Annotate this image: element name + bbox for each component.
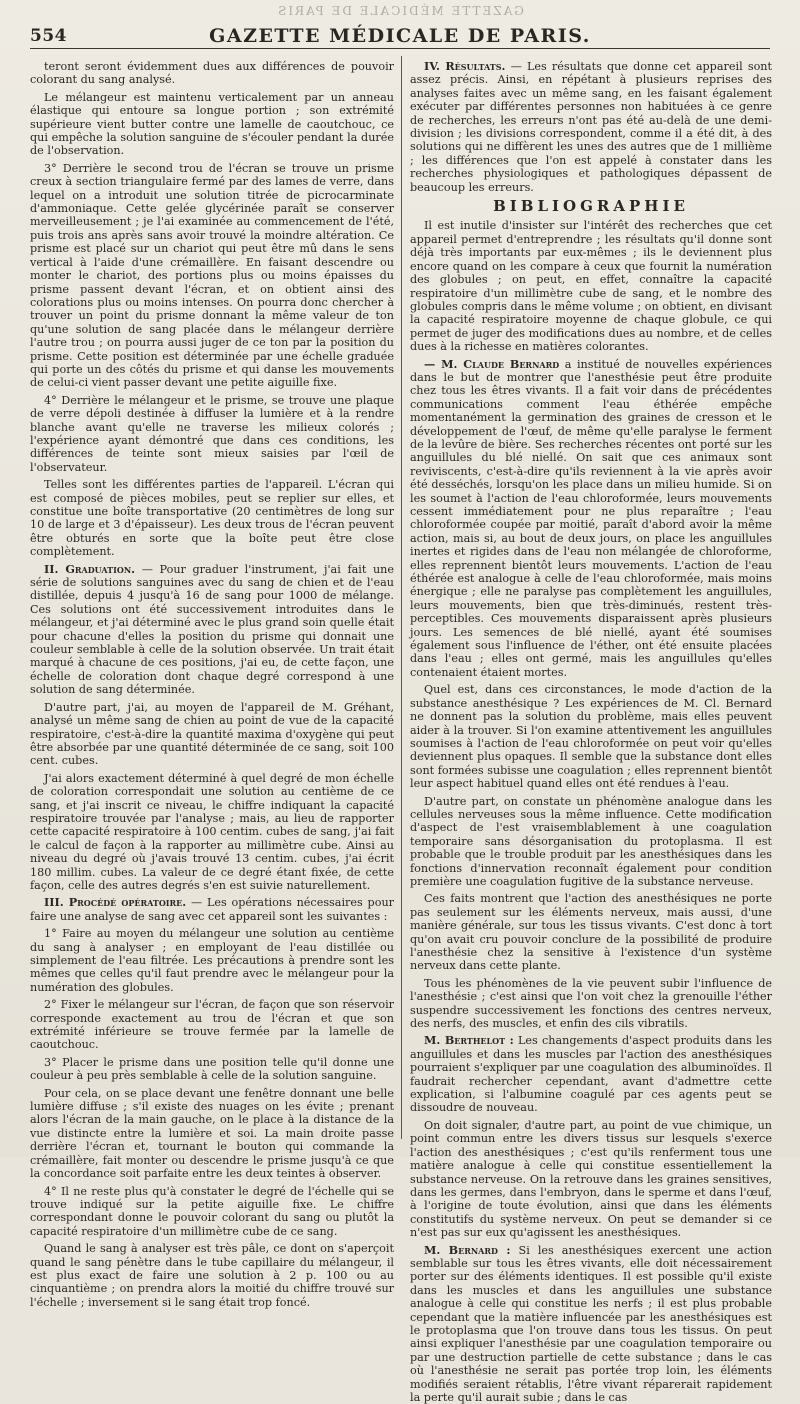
- paragraph: 1° Faire au moyen du mélangeur une solution au centième du sang à analyser ; en employant de l'eau distillée ou simplement de l'eau filtrée. Les précautions à prendre sont les mêmes que celles qu'il faut prendre avec le mélangeur pour la numération des globules.: [30, 927, 394, 994]
- section-heading: IV. Résultats.: [424, 59, 506, 73]
- paragraph-body: Si les anesthésiques exercent une action semblable sur tous les êtres vivants, elle doit nécessairement porter sur des éléments identiques. Il est possible qu'il existe dans les muscles et dans les anguillules une substance analogue à celle qui constitue les nerfs ; il est plus probable cependant que la matière influencée par les anesthésiques est le protoplasma que l'on trouve dans tous les tissus. On peut ainsi expliquer l'anesthésie par une coagulation temporaire ou par une destruction partielle de cette substance ; dans le cas où l'anesthésie ne serait pas portée trop loin, les éléments modifiés seraient rétablis, l'être vivant réparerait rapidement la perte qu'il aurait subie ; dans le cas: [410, 1243, 772, 1404]
- right-column: [410, 59, 772, 1404]
- berthelot-paragraph: [410, 1034, 772, 1114]
- section-body: — Pour graduer l'instrument, j'ai fait une série de solutions sanguines avec du sang de chien et de l'eau distillée, depuis 4 jusqu'à 16 de sang pour 1000 de mélange. Ces solutions ont été successivement introduites dans le mélangeur, et j'ai déterminé avec le plus grand soin quelle était pour chacune d'elles la position du prisme qui donnait une couleur semblable à celle de la solution observée. Un trait était marqué à chacune de ces positions, j'ai eu, de cette façon, une échelle de coloration dont chaque degré correspond à une solution de sang déterminée.: [30, 562, 394, 697]
- paragraph: J'ai alors exactement déterminé à quel degré de mon échelle de coloration correspondait une solution au centième de ce sang, et j'ai inscrit ce niveau, le chiffre indiquant la capacité respiratoire trouvée par l'analyse ; mais, au lieu de rapporter cette capacité respiratoire à 100 centim. cubes de sang, j'ai fait le calcul de façon à la rapporter au millimètre cube. Ainsi au niveau du degré où j'avais trouvé 13 centim. cubes, j'ai écrit 180 millim. cubes. La valeur de ce degré étant fixée, de cette façon, celle des autres degrés s'en est suivie naturellement.: [30, 771, 394, 892]
- author-name: — M. Claude Bernard: [424, 356, 560, 371]
- paragraph: D'autre part, j'ai, au moyen de l'appareil de M. Gréhant, analysé un même sang de chien au point de vue de la capacité respiratoire, c'est-à-dire la quantité maxima d'oxygène qui peut être absorbée par une quantité déterminée de ce sang, soit 100 cent. cubes.: [30, 700, 394, 768]
- section-body: — Les opérations nécessaires pour faire une analyse de sang avec cet appareil sont les suivantes :: [30, 896, 394, 923]
- section-graduation: [30, 563, 394, 697]
- bernard-paragraph: [410, 1244, 772, 1404]
- paragraph: Il est inutile d'insister sur l'intérêt des recherches que cet appareil permet d'entreprendre ; les résultats qu'il donne sont déjà très importants par eux-mêmes ; ils le deviennent plus encore quand on les compare à ceux que fournit la numération des globules ; on peut, en effet, connaître la capacité respiratoire d'un millimètre cube de sang, et le nombre des globules compris dans le même volume ; on obtient, en divisant la capacité respiratoire moyenne de chaque globule, ce qui permet de juger des modifications dues au nombre, et de celles dues à la richesse en matières colorantes.: [410, 219, 772, 354]
- section-heading: II. Graduation.: [44, 561, 136, 576]
- paragraph: Pour cela, on se place devant une fenêtre donnant une belle lumière diffuse ; s'il existe des nuages on les évite ; prenant alors l'écran de la main gauche, on le place à la distance de la vue distincte entre la lumière et soi. La main droite passe derrière l'écran et, tournant le bouton qui commande la crémaillère, fait monter ou descendre le prisme jusqu'à ce que la concordance soit parfaite entre les deux teintes à observer.: [30, 1086, 394, 1181]
- paragraph: 3° Derrière le second trou de l'écran se trouve un prisme creux à section triangulaire fermé par des lames de verre, dans lequel on a introduit une solution titrée de picrocarminate d'ammoniaque. Cette gelée glycérinée paraît se conserver merveilleusement ; je l'ai examinée au commencement de l'été, puis trois ans après sans avoir trouvé la moindre altération. Ce prisme est placé sur un chariot qui peut être mû dans le sens vertical à l'aide d'une crémaillère. En faisant descendre ou monter le chariot, des portions plus ou moins épaisses du prisme passent devant l'écran, et on obtient ainsi des colorations plus ou moins intenses. On pourra donc chercher à trouver un point du prisme donnant la même valeur de ton qu'une solution de sang placée dans le mélangeur derrière l'autre trou ; on pourra aussi juger de ce ton par la position du prisme. Cette position est déterminée par une échelle graduée qui porte un des côtés du prisme et qui danse les mouvements de celui-ci vient passer devant une petite aiguille fixe.: [30, 161, 394, 390]
- paragraph: 4° Il ne reste plus qu'à constater le degré de l'échelle qui se trouve indiqué sur la petite aiguille fixe. Le chiffre correspondant donne le pouvoir colorant du sang ou plutôt la capacité respiratoire d'un millimètre cube de ce sang.: [30, 1184, 394, 1238]
- paragraph: teront seront évidemment dues aux différences de pouvoir colorant du sang analysé.: [30, 60, 394, 87]
- paragraph: On doit signaler, d'autre part, au point de vue chimique, un point commun entre les divers tissus sur lesquels s'exerce l'action des anesthésiques ; c'est qu'ils renferment tous une matière analogue à celle qui constitue essentiellement la substance nerveuse. On la retrouve dans les graines sensitives, dans les germes, dans l'embryon, dans le sperme et dans l'œuf, à l'origine de toute évolution, ainsi que dans les éléments constitutifs du système nerveux. On peut se demander si ce n'est pas sur eux qu'agissent les anesthésiques.: [410, 1118, 772, 1240]
- paragraph: Quel est, dans ces circonstances, le mode d'action de la substance anesthésique ? Les expériences de M. Cl. Bernard ne donnent pas la solution du problème, mais elles peuvent aider à la trouver. Si l'on examine attentivement les anguillules soumises à l'action de l'eau chloroformée on peut voir qu'elles deviennent plus opaques. Il semble que la substance dont elles sont formées subisse une coagulation ; elles reprennent bientôt leur aspect habituel quand elles ont été rendues à l'eau.: [410, 683, 772, 791]
- paragraph: Tous les phénomènes de la vie peuvent subir l'influence de l'anesthésie ; c'est ainsi que l'on voit chez la grenouille l'éther suspendre successivement les fonctions des centres nerveux, des nerfs, des muscles, et enfin des cils vibratils.: [410, 976, 772, 1031]
- paragraph: Ces faits montrent que l'action des anesthésiques ne porte pas seulement sur les éléments nerveux, mais aussi, d'une manière générale, sur tous les tissus vivants. C'est donc à tort qu'on avait cru pouvoir conclure de la possibilité de produire l'anesthésie chez la sensitive à l'existence d'un système nerveux dans cette plante.: [410, 892, 772, 973]
- paragraph: Quand le sang à analyser est très pâle, ce dont on s'aperçoit quand le sang pénètre dans le tube capillaire du mélangeur, il est plus exact de faire une solution à 2 p. 100 ou au cinquantième ; on prendra alors la moitié du chiffre trouvé sur l'échelle ; inversement si le sang était trop foncé.: [30, 1242, 394, 1309]
- left-column: [30, 60, 394, 1309]
- paragraph: D'autre part, on constate un phénomène analogue dans les cellules nerveuses sous la même influence. Cette modification d'aspect de l'est vraisemblablement à une coagulation temporaire sans désorganisation du protoplasma. Il est probable que le trouble produit par les anesthésiques dans les fonctions d'innervation reconnaît également pour condition première une coagulation fugitive de la substance nerveuse.: [410, 794, 772, 888]
- paragraph: 3° Placer le prisme dans une position telle qu'il donne une couleur à peu près semblable à celle de la solution sanguine.: [30, 1055, 394, 1083]
- running-title: GAZETTE MÉDICALE DE PARIS.: [209, 25, 591, 47]
- paragraph: Telles sont les différentes parties de l'appareil. L'écran qui est composé de pièces mobiles, peut se replier sur elles, et constitue une boîte transportative (20 centimètres de long sur 10 de large et 3 d'épaisseur). Les deux trous de l'écran peuvent être obturés en sorte que la boîte peut être close complètement.: [30, 478, 394, 559]
- section-body: — Les résultats que donne cet appareil sont assez précis. Ainsi, en répétant à plusieurs reprises des analyses faites avec un même sang, en les faisant également exécuter par différentes personnes non habituées à ce genre de recherches, les erreurs n'ont pas été au-delà de une demi-division ; les divisions correspondent, comme il a été dit, à des solutions qui ne diffèrent les unes des autres que de 1 millième ; les différences que l'on est appelé à constater dans les recherches physiologiques et pathologiques dépassent de beaucoup les erreurs.: [410, 60, 772, 194]
- author-name: M. Bernard :: [424, 1242, 511, 1257]
- bibliography-title: BIBLIOGRAPHIE: [493, 197, 689, 216]
- paragraph-body: Les changements d'aspect produits dans les anguillules et dans les muscles par l'action des anesthésiques pourraient s'expliquer par une coagulation des albuminoïdes. Il faudrait rechercher cependant, avant d'admettre cette explication, si l'albumine coagulé par ces agents peut se dissoudre de nouveau.: [410, 1034, 772, 1115]
- page-number: 554: [30, 26, 67, 46]
- bleed-through-text: GAZETTE MÉDICALE DE PARIS: [276, 4, 524, 18]
- paragraph: 2° Fixer le mélangeur sur l'écran, de façon que son réservoir corresponde exactement au trou de l'écran et que son extrémité inférieure se trouve fermée par la lamelle de caoutchouc.: [30, 998, 394, 1052]
- paragraph: 4° Derrière le mélangeur et le prisme, se trouve une plaque de verre dépoli destinée à diffuser la lumière et à la rendre blanche avant qu'elle ne traverse les milieux colorés ; l'expérience ayant démontré que dans ces conditions, les différences de teinte sont mieux saisies par l'œil de l'observateur.: [30, 393, 394, 474]
- section-resultats: [410, 60, 772, 194]
- paragraph: Le mélangeur est maintenu verticalement par un anneau élastique qui entoure sa longue portion ; son extrémité supérieure vient butter contre une lamelle de caoutchouc, ce qui empêche la solution sanguine de s'écouler pendant la durée de l'observation.: [30, 90, 394, 158]
- author-name: M. Berthelot :: [424, 1033, 514, 1048]
- section-procede: [30, 896, 394, 923]
- paragraph-body: a institué de nouvelles expériences dans le but de montrer que l'anesthésie peut être produite chez tous les êtres vivants. Il a fait voir dans de précédentes communications comment l'eau éthérée empêche momentanément la germination des graines de cresson et le développement de l'œuf, de même qu'elle paralyse le ferment de la levûre de bière. Ses recherches récentes ont porté sur les anguillules du blé niellé. On sait que ces animaux sont reviviscents, c'est-à-dire qu'ils reviennent à la vie après avoir été desséchés, lorsqu'on les place dans un milieu humide. Si on les soumet à l'action de l'eau chloroformée, leurs mouvements cessent immédiatement pour ne plus reparaître ; l'eau chloroformée coupée par moitié, paraît d'abord avoir la même action, mais si, au bout de deux jours, on place les anguillules inertes et rigides dans de l'eau non mélangée de chloroforme, elles reprennent bientôt leurs mouvements. L'action de l'eau éthérée est analogue à celle de l'eau chloroformée, mais moins énergique ; elle ne paralyse pas complètement les anguillules, leurs mouvements, bien que très-diminués, restent très-perceptibles. Ces mouvements disparaissent après plusieurs jours. Les semences de blé niellé, ayant été soumises également sous l'influence de l'éther, ont été ensuite placées dans l'eau ; elles ont germé, mais les anguillules qu'elles contenaient étaient mortes.: [410, 357, 772, 679]
- claude-bernard-paragraph: [410, 358, 772, 680]
- column-divider: [401, 56, 402, 1139]
- page-header: [30, 22, 770, 49]
- section-heading: III. Procédé opératoire.: [44, 895, 187, 910]
